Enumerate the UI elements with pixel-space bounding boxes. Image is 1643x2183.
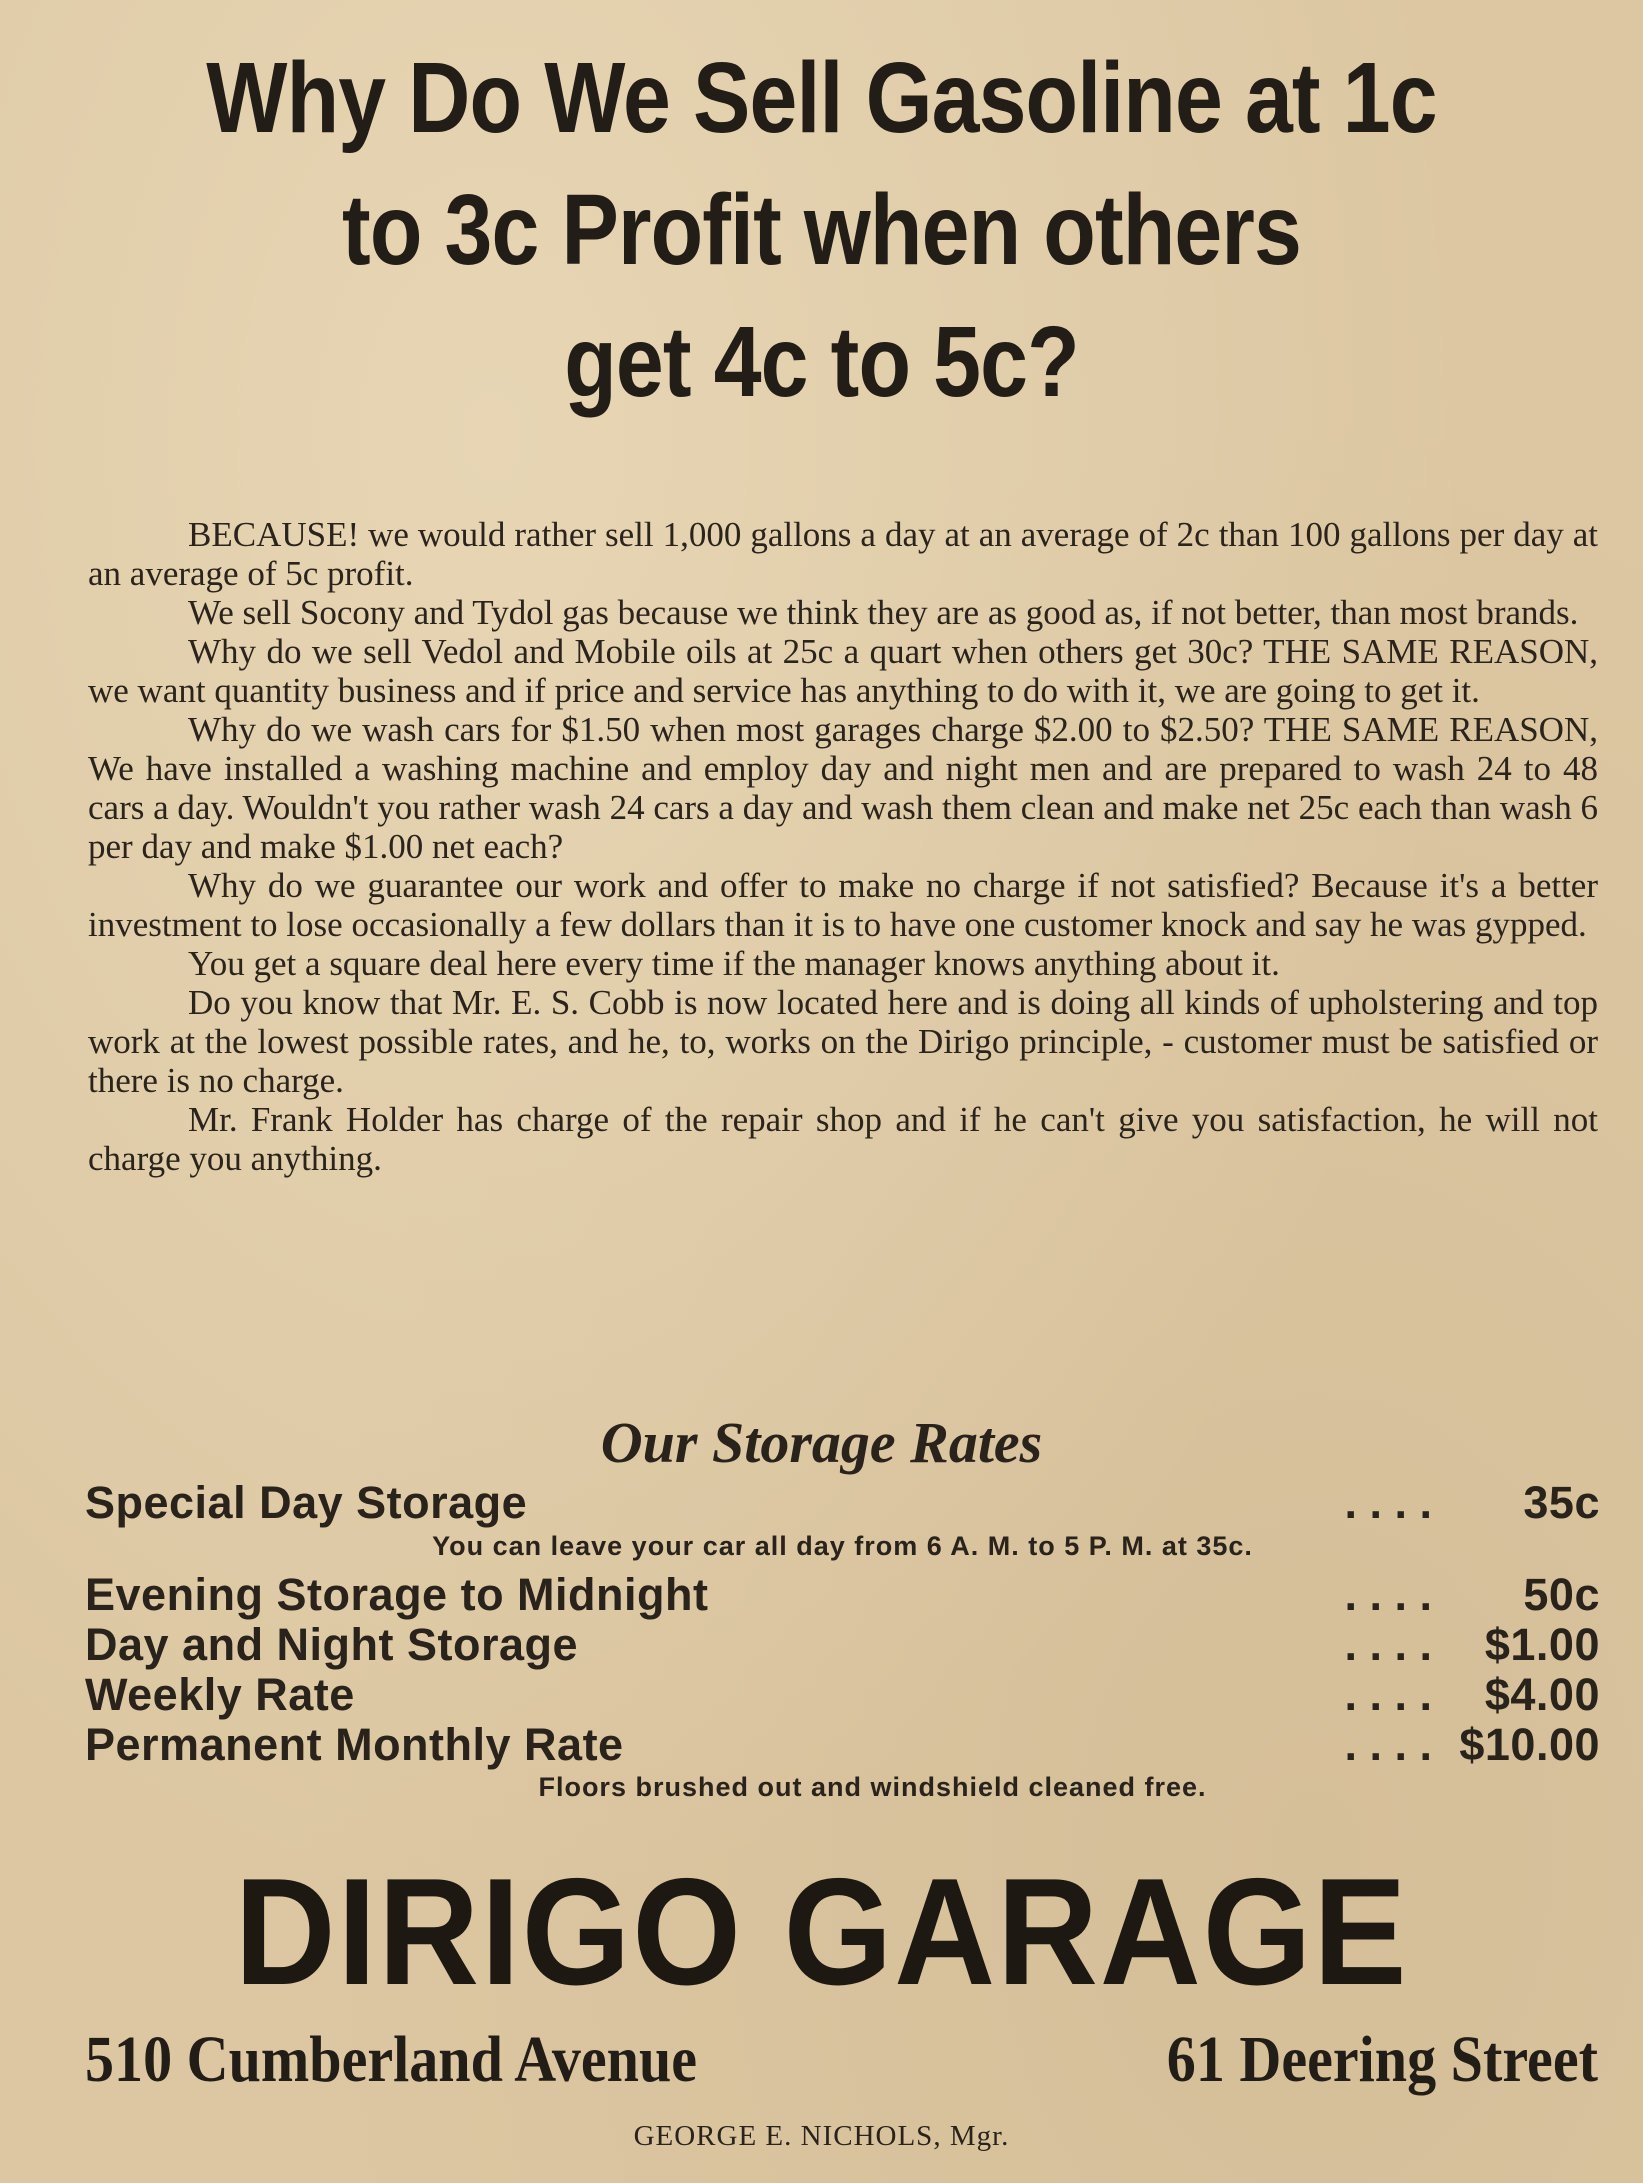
rate-label: Day and Night Storage	[85, 1619, 579, 1670]
manager-signature: GEORGE E. NICHOLS, Mgr.	[633, 2120, 1010, 2152]
rate-row-monthly	[85, 1720, 1600, 1770]
rate-leader-dots: . . . .	[1344, 1570, 1432, 1620]
paragraph-upholstering: Do you know that Mr. E. S. Cobb is now located here and is doing all kinds of upholstering and top work at the lowest possible rates, and he, to, works on the Dirigo principle, - customer must be satisfied or there is no charge.	[88, 983, 1598, 1100]
rate-label: Permanent Monthly Rate	[85, 1719, 624, 1770]
rate-label: Evening Storage to Midnight	[85, 1569, 709, 1620]
paragraph-square-deal: You get a square deal here every time if the manager knows anything about it.	[188, 944, 1280, 983]
rate-label: Weekly Rate	[85, 1669, 355, 1720]
rate-price: $4.00	[1484, 1669, 1600, 1720]
address-deering: 61 Deering Street	[1166, 2023, 1598, 2096]
headline-line-2: to 3c Profit when others	[342, 174, 1301, 286]
rate-row-special-day	[85, 1478, 1600, 1528]
headline-line-1: Why Do We Sell Gasoline at 1c	[206, 42, 1437, 154]
free-services-note: Floors brushed out and windshield cleaned free.	[538, 1772, 1207, 1802]
garage-name: DIRIGO GARAGE	[234, 1847, 1409, 2017]
rate-label: Special Day Storage	[85, 1477, 528, 1528]
rate-leader-dots: . . . .	[1344, 1620, 1432, 1670]
rate-leader-dots: . . . .	[1344, 1670, 1432, 1720]
paragraph-guarantee: Why do we guarantee our work and offer to make no charge if not satisfied? Because it's a better investment to lose occasionally a few dollars than it is to have one customer knock and say he was gypped.	[88, 866, 1598, 944]
headline	[167, 32, 1477, 428]
rate-note-special-day: You can leave your car all day from 6 A. M. to 5 P. M. at 35c.	[432, 1531, 1253, 1561]
address-cumberland: 510 Cumberland Avenue	[85, 2023, 698, 2096]
rate-price: 35c	[1523, 1477, 1600, 1528]
rate-row-weekly	[85, 1670, 1600, 1720]
rate-leader-dots: . . . .	[1344, 1720, 1432, 1770]
rate-row-evening	[85, 1570, 1600, 1620]
paragraph-because: BECAUSE! we would rather sell 1,000 gallons a day at an average of 2c than 100 gallons per day at an average of 5c profit.	[88, 515, 1598, 593]
storage-rates-title: Our Storage Rates	[600, 1410, 1043, 1475]
headline-line-3: get 4c to 5c?	[564, 306, 1079, 418]
paragraph-repair-shop: Mr. Frank Holder has charge of the repair shop and if he can't give you satisfaction, he will not charge you anything.	[88, 1100, 1598, 1178]
storage-rates-list	[85, 1478, 1600, 1804]
rate-row-day-and-night	[85, 1620, 1600, 1670]
rate-leader-dots: . . . .	[1344, 1478, 1432, 1528]
rate-price: $10.00	[1459, 1719, 1600, 1770]
rate-price: 50c	[1523, 1569, 1600, 1620]
paragraph-oils: Why do we sell Vedol and Mobile oils at 25c a quart when others get 30c? THE SAME REASON, we want quantity business and if price and service has anything to do with it, we are going to get it.	[88, 632, 1598, 710]
rate-price: $1.00	[1484, 1619, 1600, 1670]
paragraph-car-wash: Why do we wash cars for $1.50 when most garages charge $2.00 to $2.50? THE SAME REASON, We have installed a washing machine and employ day and night men and are prepared to wash 24 to 48 cars a day. Wouldn't you rather wash 24 cars a day and wash them clean and make net 25c each than wash 6 per day and make $1.00 net each?	[88, 710, 1598, 866]
paragraph-gas-brands: We sell Socony and Tydol gas because we think they are as good as, if not better, than most brands.	[188, 593, 1579, 632]
garage-addresses	[85, 2020, 1598, 2100]
body-text	[88, 515, 1598, 1178]
